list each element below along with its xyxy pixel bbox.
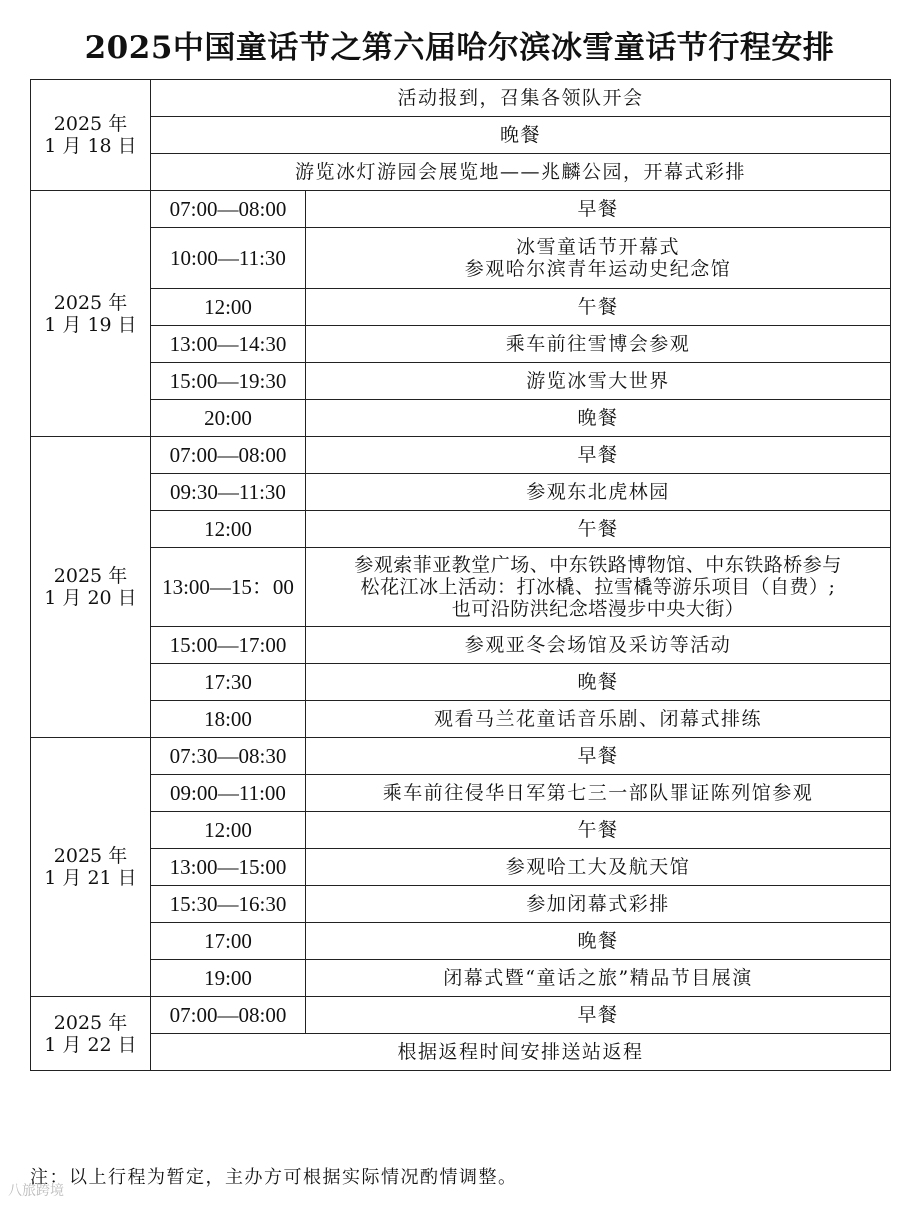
table-row [31, 664, 891, 701]
activity-cell: 午餐 [306, 511, 891, 548]
table-row [31, 117, 891, 154]
watermark-logo: 八旅跨境 [8, 1183, 64, 1199]
time-cell: 17:00 [151, 923, 306, 960]
activity-cell: 冰雪童话节开幕式 参观哈尔滨青年运动史纪念馆 [306, 228, 891, 289]
activity-cell: 活动报到，召集各领队开会 [151, 80, 891, 117]
time-cell: 07:00—08:00 [151, 191, 306, 228]
table-row [31, 701, 891, 738]
table-row [31, 154, 891, 191]
date-cell: 2025 年 1 月 19 日 [31, 191, 151, 437]
activity-cell: 参加闭幕式彩排 [306, 886, 891, 923]
activity-cell: 参观亚冬会场馆及采访等活动 [306, 627, 891, 664]
time-cell: 12:00 [151, 289, 306, 326]
table-row [31, 289, 891, 326]
activity-cell: 乘车前往雪博会参观 [306, 326, 891, 363]
time-cell: 15:00—17:00 [151, 627, 306, 664]
schedule-table [30, 79, 891, 1071]
time-cell: 13:00—14:30 [151, 326, 306, 363]
table-row [31, 80, 891, 117]
activity-cell: 参观东北虎林园 [306, 474, 891, 511]
table-row [31, 997, 891, 1034]
page-title: 2025中国童话节之第六届哈尔滨冰雪童话节行程安排 [84, 30, 835, 66]
time-cell: 09:00—11:00 [151, 775, 306, 812]
time-cell: 07:00—08:00 [151, 997, 306, 1034]
activity-cell: 早餐 [306, 437, 891, 474]
table-row [31, 191, 891, 228]
footnote: 注：以上行程为暂定，主办方可根据实际情况酌情调整。 [30, 1167, 518, 1188]
time-cell: 18:00 [151, 701, 306, 738]
date-cell: 2025 年 1 月 18 日 [31, 80, 151, 191]
activity-cell: 乘车前往侵华日军第七三一部队罪证陈列馆参观 [306, 775, 891, 812]
table-row [31, 627, 891, 664]
time-cell: 12:00 [151, 812, 306, 849]
time-cell: 13:00—15：00 [151, 548, 306, 627]
activity-cell: 晚餐 [306, 664, 891, 701]
table-row [31, 548, 891, 627]
time-cell: 12:00 [151, 511, 306, 548]
activity-cell: 午餐 [306, 289, 891, 326]
activity-cell: 参观索菲亚教堂广场、中东铁路博物馆、中东铁路桥参与 松花江冰上活动：打冰橇、拉雪橇等游乐项目（自费）; 也可沿防洪纪念塔漫步中央大街） [306, 548, 891, 627]
time-cell: 17:30 [151, 664, 306, 701]
activity-cell: 午餐 [306, 812, 891, 849]
activity-cell: 观看马兰花童话音乐剧、闭幕式排练 [306, 701, 891, 738]
activity-cell: 晚餐 [151, 117, 891, 154]
table-row [31, 228, 891, 289]
time-cell: 15:00—19:30 [151, 363, 306, 400]
time-cell: 07:30—08:30 [151, 738, 306, 775]
activity-cell: 游览冰雪大世界 [306, 363, 891, 400]
table-row [31, 886, 891, 923]
table-row [31, 511, 891, 548]
date-cell: 2025 年 1 月 20 日 [31, 437, 151, 738]
activity-cell: 早餐 [306, 191, 891, 228]
table-row [31, 1034, 891, 1071]
time-cell: 19:00 [151, 960, 306, 997]
time-cell: 09:30—11:30 [151, 474, 306, 511]
table-row [31, 437, 891, 474]
activity-cell: 闭幕式暨“童话之旅”精品节目展演 [306, 960, 891, 997]
table-row [31, 812, 891, 849]
table-row [31, 849, 891, 886]
time-cell: 13:00—15:00 [151, 849, 306, 886]
date-cell: 2025 年 1 月 21 日 [31, 738, 151, 997]
table-row [31, 474, 891, 511]
time-cell: 10:00—11:30 [151, 228, 306, 289]
table-row [31, 363, 891, 400]
table-row [31, 775, 891, 812]
time-cell: 15:30—16:30 [151, 886, 306, 923]
time-cell: 07:00—08:00 [151, 437, 306, 474]
activity-cell: 晚餐 [306, 400, 891, 437]
table-row [31, 960, 891, 997]
activity-cell: 参观哈工大及航天馆 [306, 849, 891, 886]
table-row [31, 400, 891, 437]
date-cell: 2025 年 1 月 22 日 [31, 997, 151, 1071]
table-row [31, 923, 891, 960]
time-cell: 20:00 [151, 400, 306, 437]
activity-cell: 游览冰灯游园会展览地——兆麟公园，开幕式彩排 [151, 154, 891, 191]
activity-cell: 晚餐 [306, 923, 891, 960]
activity-cell: 根据返程时间安排送站返程 [151, 1034, 891, 1071]
activity-cell: 早餐 [306, 738, 891, 775]
activity-cell: 早餐 [306, 997, 891, 1034]
table-row [31, 738, 891, 775]
table-row [31, 326, 891, 363]
